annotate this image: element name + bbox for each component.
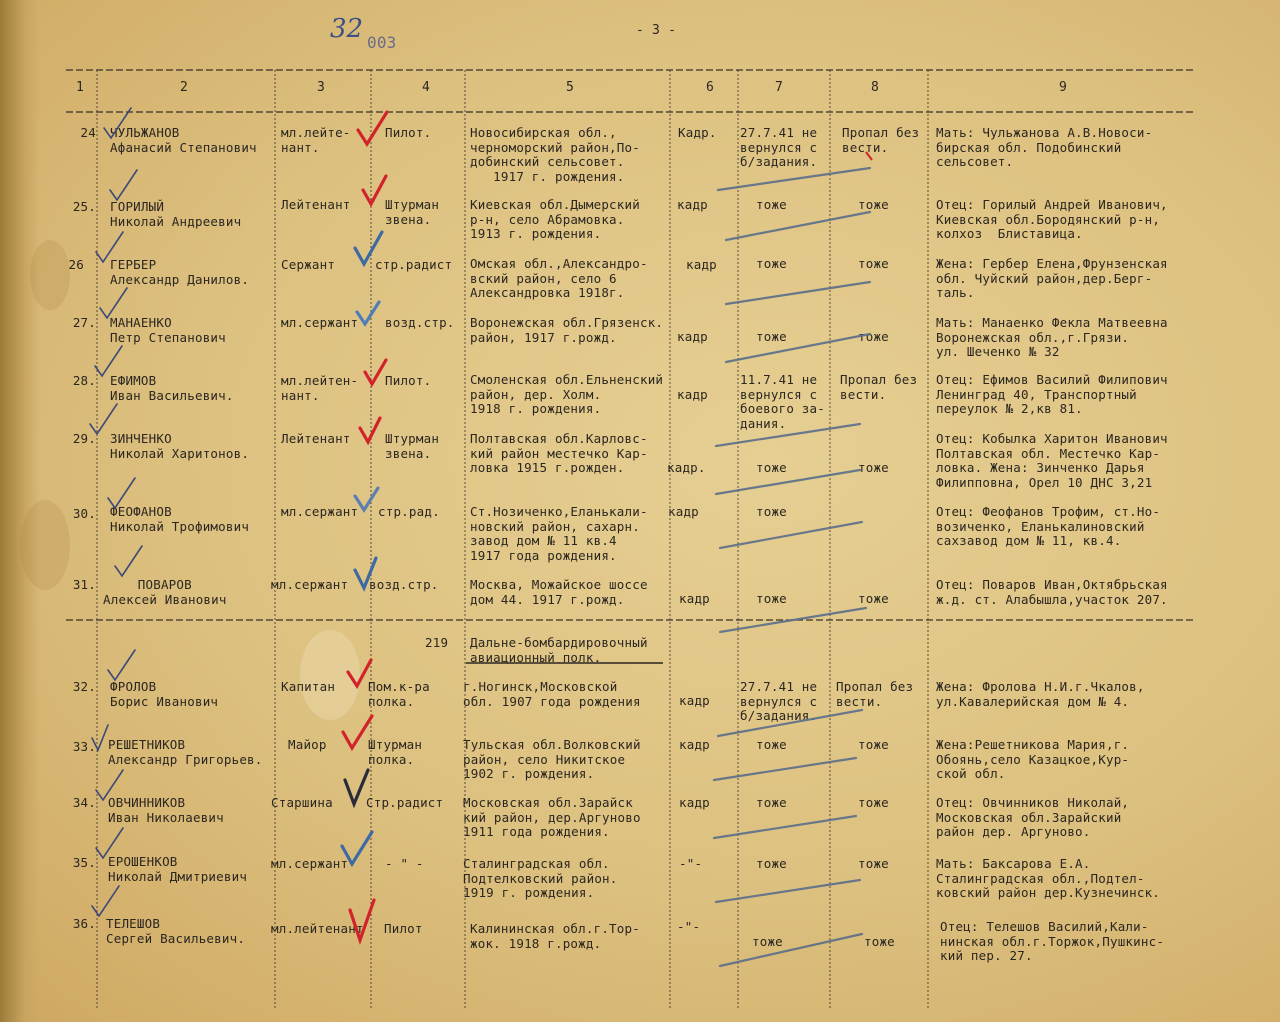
pencil-strike <box>718 168 870 190</box>
row-number: 28. <box>72 373 96 388</box>
relative-info: Жена:Решетникова Мария,г. Обоянь,село Казацкое,Кур- ской обл. <box>936 737 1130 781</box>
service-type: кадр <box>679 737 710 752</box>
archive-mark: 32 <box>330 14 364 44</box>
checkmark-icon <box>363 176 386 204</box>
row-number: 34. <box>72 795 96 810</box>
checkmark-icon <box>342 832 372 864</box>
checkmark-icon <box>343 716 372 748</box>
col-header-3: 3 <box>317 80 325 95</box>
col-header-2: 2 <box>180 80 188 95</box>
checkmark-icon <box>355 232 382 264</box>
person-name: ГЕРБЕР Александр Данилов. <box>110 257 250 287</box>
checkmark-icon <box>365 360 386 384</box>
loss-date: тоже <box>752 934 783 949</box>
loss-status: Пропал без вести. <box>840 372 918 402</box>
birth-info: Калининская обл.г.Тор- жок. 1918 г.рожд. <box>470 921 640 951</box>
position: Стр.радист <box>366 795 444 810</box>
military-rank: Майор <box>288 737 327 752</box>
position: Пилот. <box>385 373 432 388</box>
checkmark-icon <box>96 828 123 858</box>
pencil-strike <box>718 710 862 736</box>
relative-info: Жена: Фролова Н.И.г.Чкалов, ул.Кавалерийская дом № 4. <box>936 679 1145 709</box>
relative-info: Жена: Гербер Елена,Фрунзенская обл. Чуйский район,дер.Берг- таль. <box>936 256 1168 300</box>
row-number: 36. <box>72 916 96 931</box>
military-rank: Сержант <box>281 257 336 272</box>
service-type: кадр <box>677 197 708 212</box>
birth-info: г.Ногинск,Московской обл. 1907 года рождения <box>463 679 641 709</box>
loss-date: тоже <box>756 329 787 344</box>
birth-info: Москва, Можайское шоссе дом 44. 1917 г.рожд. <box>470 577 648 607</box>
loss-date: тоже <box>756 256 787 271</box>
birth-info: Московская обл.Зарайск кий район, дер.Аргуново 1911 года рождения. <box>463 795 641 839</box>
loss-date: 27.7.41 не вернулся с б/задания. <box>740 679 818 723</box>
relative-info: Отец: Овчинников Николай, Московская обл.Зарайский район дер. Аргуново. <box>936 795 1130 839</box>
birth-info: Омская обл.,Александро- вский район, село 6 Александровка 1918г. <box>470 256 648 300</box>
archive-stamp-number: 003 <box>367 33 397 52</box>
military-rank: мл.лейтен- нант. <box>281 373 359 403</box>
position: Штурман звена. <box>385 431 440 461</box>
position: Пилот. <box>385 125 432 140</box>
loss-date: тоже <box>756 591 787 606</box>
regiment-title: Дальне-бомбардировочный авиационный полк. <box>470 635 648 665</box>
loss-date: 11.7.41 не вернулся с боевого за- дания. <box>740 372 825 431</box>
pencil-strike <box>720 934 862 966</box>
row-number: 24 <box>80 125 96 140</box>
row-number: 26 <box>68 257 84 272</box>
loss-status: тоже <box>858 737 889 752</box>
relative-info: Отец: Поваров Иван,Октябрьская ж.д. ст. Алабышла,участок 207. <box>936 577 1168 607</box>
row-number: 31. <box>72 577 96 592</box>
checkmark-icon <box>95 346 122 376</box>
position: Пом.к-ра полка. <box>368 679 430 709</box>
military-rank: мл.сержант <box>271 856 349 871</box>
row-number: 35. <box>72 855 96 870</box>
pencil-strike <box>714 816 856 838</box>
loss-status: тоже <box>858 329 889 344</box>
birth-info: Новосибирская обл., черноморский район,По- добинский сельсовет. 1917 г. рождения. <box>470 125 640 184</box>
col-header-6: 6 <box>706 80 714 95</box>
pencil-strike <box>726 334 870 362</box>
person-name: ПОВАРОВ Алексей Иванович <box>103 577 227 607</box>
checkmark-icon <box>108 478 135 508</box>
birth-info: Воронежская обл.Грязенск. район, 1917 г.рожд. <box>470 315 664 345</box>
pencil-strike <box>716 880 860 902</box>
person-name: РЕШЕТНИКОВ Александр Григорьев. <box>108 737 263 767</box>
relative-info: Мать: Манаенко Фекла Матвеевна Воронежская обл.,г.Грязи. ул. Шеченко № 32 <box>936 315 1168 359</box>
service-type: кадр <box>668 504 699 519</box>
relative-info: Отец: Горилый Андрей Иванович, Киевская обл.Бородянский р-н, колхоз Блиставица. <box>936 197 1168 241</box>
pencil-strike <box>720 522 862 548</box>
military-rank: мл.сержант <box>281 504 359 519</box>
checkmark-icon <box>355 488 378 510</box>
row-number: 32. <box>72 679 96 694</box>
position: Штурман полка. <box>368 737 423 767</box>
checkmark-icon <box>104 108 131 138</box>
service-type: кадр <box>677 387 708 402</box>
person-name: ЧУЛЬЖАНОВ Афанасий Степанович <box>110 125 257 155</box>
loss-status: тоже <box>858 591 889 606</box>
pencil-strike <box>714 758 856 780</box>
military-rank: мл.лейте- нант. <box>281 125 351 155</box>
person-name: ОВЧИННИКОВ Иван Николаевич <box>108 795 224 825</box>
loss-status: Пропал без вести. <box>842 125 920 155</box>
row-number: 30. <box>72 506 96 521</box>
loss-date: тоже <box>756 197 787 212</box>
red-tick <box>866 152 872 160</box>
row-number: 33. <box>72 739 96 754</box>
pencil-strike <box>716 470 860 494</box>
relative-info: Отец: Ефимов Василий Филипович Ленинград 40, Транспортный переулок № 2,кв 81. <box>936 372 1168 416</box>
checkmark-icon <box>108 650 135 680</box>
birth-info: Полтавская обл.Карловс- кий район местечко Кар- ловка 1915 г.рожден. <box>470 431 648 475</box>
position: стр.радист <box>375 257 453 272</box>
person-name: ГОРИЛЫЙ Николай Андреевич <box>110 199 242 229</box>
row-number: 29. <box>72 431 96 446</box>
birth-info: Смоленская обл.Ельненский район, дер. Холм. 1918 г. рождения. <box>470 372 664 416</box>
checkmark-icon <box>345 770 368 804</box>
relative-info: Отец: Кобылка Харитон Иванович Полтавская обл. Местечко Кар- ловка. Жена: Зинченко Дарья Филипповна, Орел 10 ДНС 3,21 <box>936 431 1168 490</box>
checkmark-icon <box>96 232 123 262</box>
service-type: кадр <box>686 257 717 272</box>
loss-status: тоже <box>858 256 889 271</box>
loss-date: тоже <box>756 504 787 519</box>
service-type: кадр <box>679 693 710 708</box>
pencil-strike <box>726 212 870 240</box>
loss-date: тоже <box>756 795 787 810</box>
checkmark-icon <box>350 900 374 940</box>
service-type: кадр. <box>667 460 706 475</box>
person-name: ФЕОФАНОВ Николай Трофимович <box>110 504 250 534</box>
loss-status: тоже <box>858 460 889 475</box>
loss-date: тоже <box>756 856 787 871</box>
loss-date: тоже <box>756 460 787 475</box>
loss-status: тоже <box>864 934 895 949</box>
checkmark-icon <box>96 770 123 800</box>
pencil-strike <box>716 424 860 446</box>
military-rank: Капитан <box>281 679 336 694</box>
page-number: - 3 - <box>636 23 677 38</box>
military-rank: мл.сержант <box>271 577 349 592</box>
military-rank: Лейтенант <box>281 197 351 212</box>
person-name: ТЕЛЕШОВ Сергей Васильевич. <box>106 916 246 946</box>
checkmark-icon <box>90 404 117 434</box>
col-header-5: 5 <box>566 80 574 95</box>
birth-info: Киевская обл.Дымерский р-н, село Абрамовка. 1913 г. рождения. <box>470 197 640 241</box>
position: возд.стр. <box>385 315 455 330</box>
checkmark-icon <box>115 546 142 576</box>
loss-date: тоже <box>756 737 787 752</box>
relative-info: Мать: Баксарова Е.А. Сталинградская обл.,Подтел- ковский район дер.Кузнечинск. <box>936 856 1161 900</box>
person-name: ЗИНЧЕНКО Николай Харитонов. <box>110 431 250 461</box>
checkmark-icon <box>355 558 376 588</box>
checkmark-icon <box>110 170 137 200</box>
relative-info: Мать: Чульжанова А.В.Новоси- бирская обл. Подобинский сельсовет. <box>936 125 1153 169</box>
col-header-4: 4 <box>422 80 430 95</box>
person-name: ФРОЛОВ Борис Иванович <box>110 679 219 709</box>
person-name: ЕРОШЕНКОВ Николай Дмитриевич <box>108 854 248 884</box>
birth-info: Ст.Нозиченко,Еланькали- новский район, сахарн. завод дом № 11 кв.4 1917 года рождения. <box>470 504 648 563</box>
checkmark-icon <box>92 886 119 916</box>
checkmark-icon <box>100 288 127 318</box>
row-number: 25. <box>72 199 96 214</box>
position: Пилот <box>384 921 423 936</box>
checkmark-icon <box>357 302 379 324</box>
checkmark-icon <box>92 725 108 750</box>
military-rank: мл.лейтенант <box>271 921 364 936</box>
service-type: кадр <box>677 329 708 344</box>
loss-status: тоже <box>858 856 889 871</box>
military-rank: Старшина <box>271 795 333 810</box>
service-type: Кадр. <box>678 125 717 140</box>
loss-status: тоже <box>858 795 889 810</box>
birth-info: Сталинградская обл. Подтелковский район. 1919 г. рождения. <box>463 856 618 900</box>
loss-status: Пропал без вести. <box>836 679 914 709</box>
position: - " - <box>385 856 424 871</box>
col-header-8: 8 <box>871 80 879 95</box>
service-type: -"- <box>679 856 703 871</box>
col-header-1: 1 <box>76 80 84 95</box>
military-rank: Лейтенант <box>281 431 351 446</box>
birth-info: Тульская обл.Волковский район, село Никитское 1902 г. рождения. <box>463 737 641 781</box>
col-header-9: 9 <box>1059 80 1067 95</box>
checkmark-icon <box>360 418 380 442</box>
position: стр.рад. <box>378 504 440 519</box>
relative-info: Отец: Феофанов Трофим, ст.Но- возиченко, Еланькалиновский сахзавод дом № 11, кв.4. <box>936 504 1161 548</box>
military-rank: мл.сержант <box>281 315 359 330</box>
checkmark-icon <box>358 112 387 144</box>
pencil-strike <box>720 608 866 632</box>
loss-date: 27.7.41 не вернулся с б/задания. <box>740 125 818 169</box>
position: возд.стр. <box>369 577 439 592</box>
regiment-number: 219 <box>425 635 449 650</box>
row-number: 27. <box>72 315 96 330</box>
loss-status: тоже <box>858 197 889 212</box>
relative-info: Отец: Телешов Василий,Кали- нинская обл.г.Торжок,Пушкинс- кий пер. 27. <box>940 919 1165 963</box>
person-name: ЕФИМОВ Иван Васильевич. <box>110 373 234 403</box>
person-name: МАНАЕНКО Петр Степанович <box>110 315 226 345</box>
service-type: кадр <box>679 591 710 606</box>
pencil-strike <box>726 282 870 304</box>
col-header-7: 7 <box>775 80 783 95</box>
service-type: -"- <box>677 919 701 934</box>
checkmark-icon <box>348 660 371 686</box>
position: Штурман звена. <box>385 197 440 227</box>
service-type: кадр <box>679 795 710 810</box>
